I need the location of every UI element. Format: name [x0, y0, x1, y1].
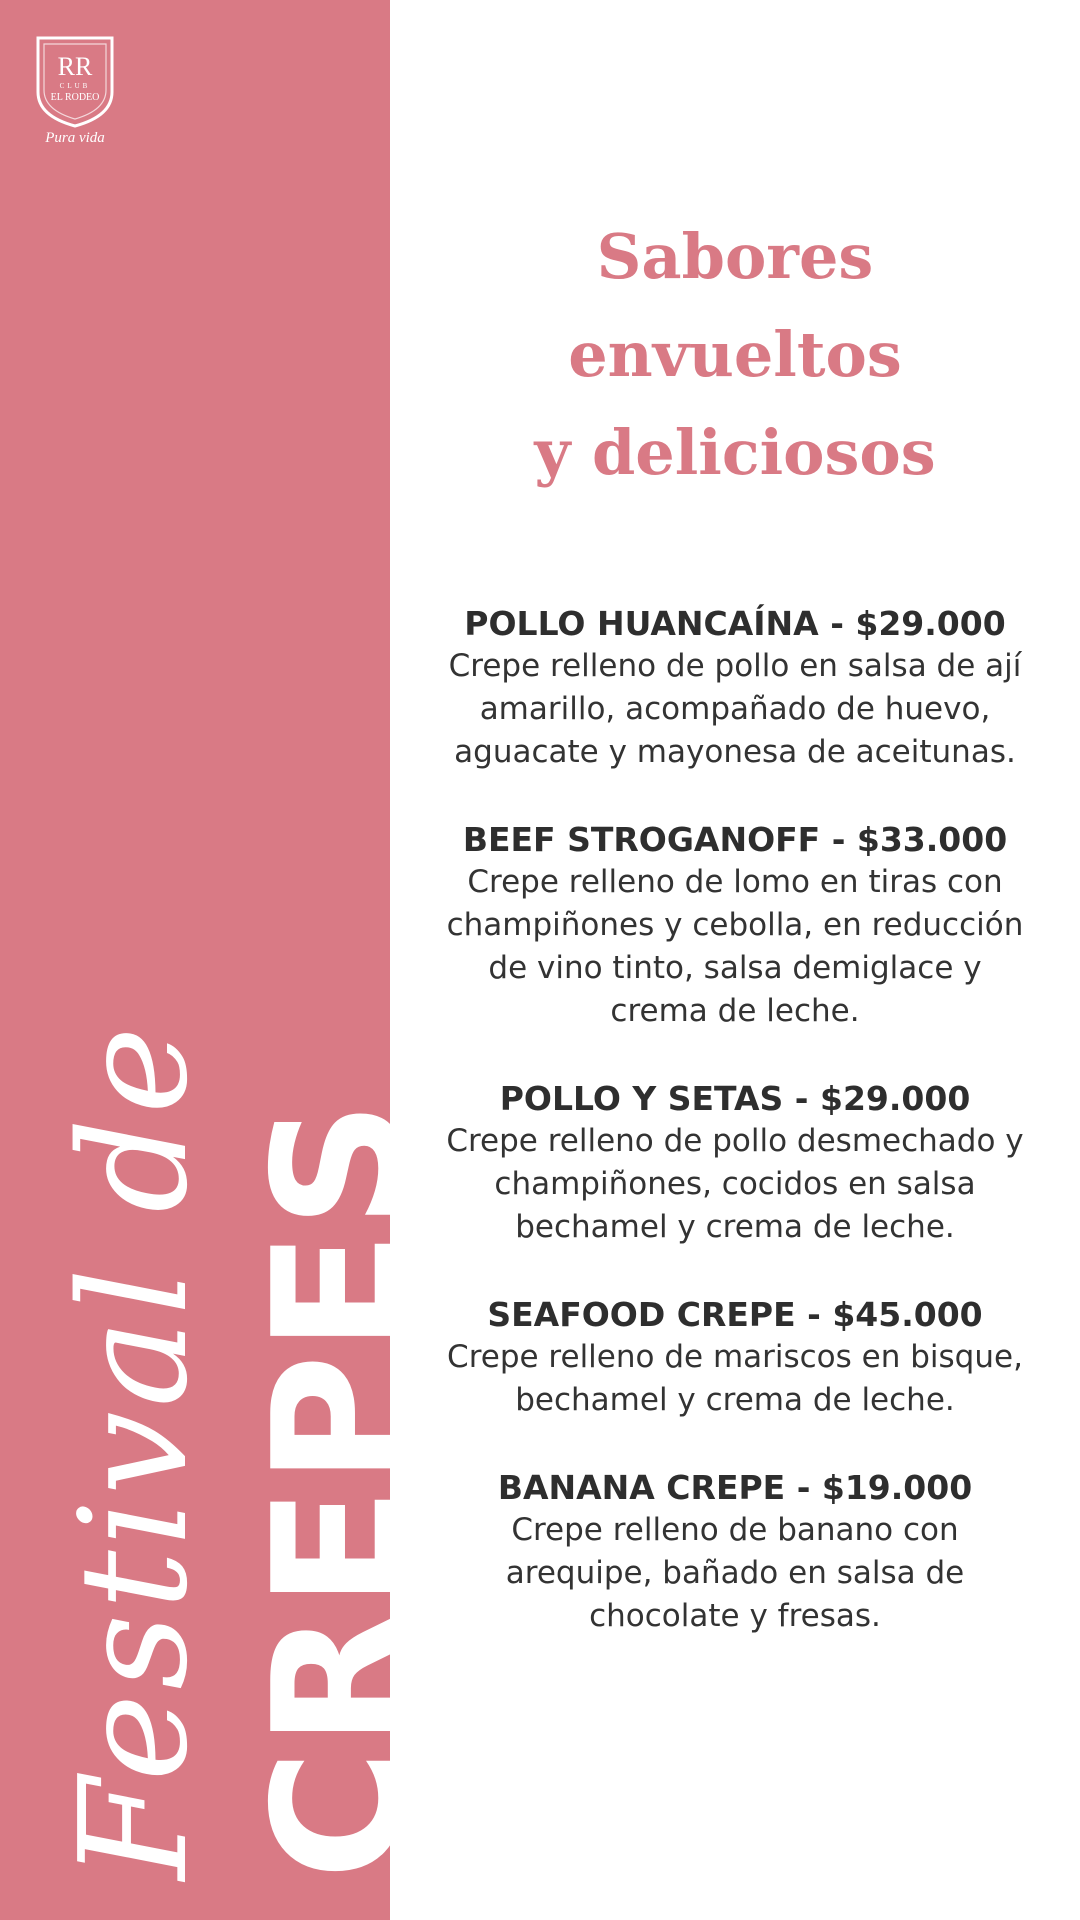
poster-title [0, 0, 442, 1920]
headline-line-2: y deliciosos [534, 416, 936, 489]
menu-item-banana-crepe [430, 1466, 1040, 1638]
menu-list [430, 602, 1040, 1638]
crepes-word: CREPES [235, 1098, 442, 1880]
menu-item-seafood-crepe [430, 1293, 1040, 1422]
item-title: BANANA CREPE - $19.000 [497, 1468, 973, 1507]
pink-sidebar [0, 0, 442, 1920]
logo-tagline: Pura vida [45, 130, 105, 146]
menu-content [430, 0, 1040, 1920]
item-description: Crepe relleno de pollo desmechado y champiñones, cocidos en salsa bechamel y crema de leche. [446, 1123, 1024, 1245]
item-title: POLLO Y SETAS - $29.000 [499, 1079, 971, 1118]
page-title [430, 208, 1040, 502]
logo-monogram: RR [57, 52, 93, 81]
menu-item-pollo-huancaina [430, 602, 1040, 774]
item-title: POLLO HUANCAÍNA - $29.000 [464, 604, 1006, 643]
item-title: BEEF STROGANOFF - $33.000 [462, 820, 1008, 859]
menu-item-beef-stroganoff [430, 818, 1040, 1033]
item-description: Crepe relleno de pollo en salsa de ají amarillo, acompañado de huevo, aguacate y mayonesa de aceitunas. [448, 648, 1022, 770]
item-title: SEAFOOD CREPE - $45.000 [487, 1295, 983, 1334]
festival-label: Festival de [48, 1022, 220, 1880]
logo-club-name: EL RODEO [50, 92, 100, 103]
item-description: Crepe relleno de lomo en tiras con champiñones y cebolla, en reducción de vino tinto, salsa demiglace y crema de leche. [446, 864, 1024, 1029]
item-description: Crepe relleno de mariscos en bisque, bechamel y crema de leche. [447, 1339, 1023, 1418]
logo-club-label: CLUB [59, 82, 91, 90]
menu-item-pollo-y-setas [430, 1077, 1040, 1249]
item-description: Crepe relleno de banano con arequipe, bañado en salsa de chocolate y fresas. [505, 1512, 965, 1634]
headline-line-1: Sabores envueltos [568, 220, 902, 391]
